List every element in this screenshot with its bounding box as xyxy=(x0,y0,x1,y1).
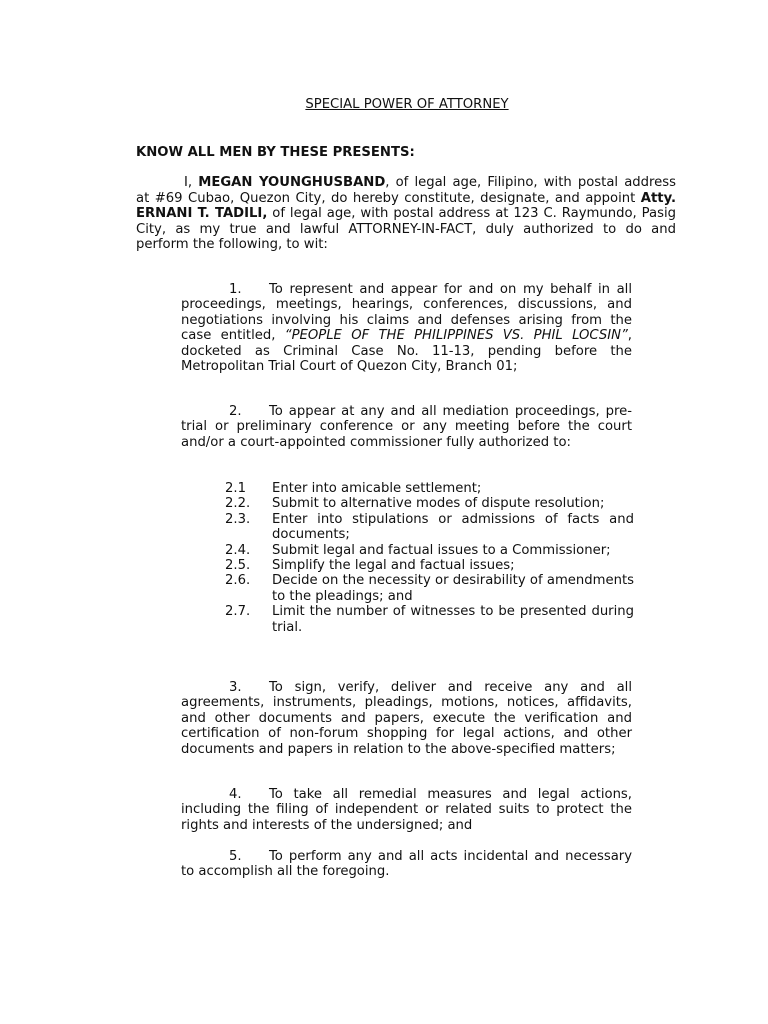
clause-number: 4. xyxy=(229,787,242,802)
clause-2 xyxy=(181,404,632,450)
intro-text-start: I, xyxy=(184,175,199,190)
list-item xyxy=(225,512,634,543)
sub-item-number: 2.5. xyxy=(225,558,251,574)
list-item xyxy=(225,481,634,496)
sub-item-number: 2.3. xyxy=(225,511,251,527)
sub-item-text: Simplify the legal and factual issues; xyxy=(272,558,515,574)
list-item xyxy=(225,573,634,604)
attorney-name: Atty. ERNANI T. TADILI, xyxy=(136,190,676,222)
clause-number: 3. xyxy=(229,680,242,695)
sub-item-number: 2.6. xyxy=(225,573,251,589)
list-item xyxy=(225,496,634,511)
list-item xyxy=(225,604,634,635)
list-item xyxy=(225,558,634,573)
clause-4 xyxy=(181,787,632,833)
clause-text: To sign, verify, deliver and receive any and all agreements, instruments, pleadings, motions, notices, affidavits, and other documents and papers, execute the verification and certification of non-forum shopping for legal actions, and other documents and papers in relation to the above-specified matters; xyxy=(181,680,632,757)
sub-items-list xyxy=(225,481,634,635)
intro-text-middle: , of legal age, Filipino, with postal address at #69 Cubao, Quezon City, do hereby constitute, designate, and appoint xyxy=(136,175,677,206)
clause-text: To take all remedial measures and legal actions, including the filing of independent or related suits to protect the rights and interests of the undersigned; and xyxy=(181,787,632,833)
sub-item-text: Submit legal and factual issues to a Commissioner; xyxy=(272,542,611,558)
sub-item-number: 2.4. xyxy=(225,542,251,558)
clause-number: 2. xyxy=(229,404,242,419)
clause-text-end: , docketed as Criminal Case No. 11-13, pending before the Metropolitan Trial Court of Quezon City, Branch 01; xyxy=(181,328,632,375)
sub-item-text: Decide on the necessity or desirability of amendments to the pleadings; and xyxy=(272,573,634,604)
sub-item-number: 2.1 xyxy=(225,481,246,496)
list-item xyxy=(225,543,634,558)
clause-1 xyxy=(181,282,632,374)
sub-item-text: Enter into stipulations or admissions of facts and documents; xyxy=(272,511,634,543)
sub-item-number: 2.7. xyxy=(225,604,251,620)
clause-text: To appear at any and all mediation proceedings, pre-trial or preliminary conference or any meeting before the court and/or a court-appointed commissioner fully authorized to: xyxy=(181,404,632,450)
intro-text-end: of legal age, with postal address at 123 C. Raymundo, Pasig City, as my true and lawful ATTORNEY-IN-FACT, duly authorized to do and perform the following, to wit: xyxy=(136,206,677,253)
principal-name: MEGAN YOUNGHUSBAND xyxy=(198,175,386,190)
clause-text: To represent and appear for and on my behalf in all proceedings, meetings, hearings, conferences, discussions, and negotiations involving his claims and defenses arising from the case entitled, xyxy=(181,282,632,344)
intro-paragraph xyxy=(136,175,676,253)
sub-item-text: Enter into amicable settlement; xyxy=(272,481,482,496)
clause-number: 1. xyxy=(229,282,242,297)
clause-number: 5. xyxy=(229,849,242,864)
clause-5 xyxy=(181,849,632,880)
clause-3 xyxy=(181,680,632,757)
case-title: “PEOPLE OF THE PHILIPPINES VS. PHIL LOCSIN” xyxy=(284,328,628,344)
sub-item-text: Limit the number of witnesses to be presented during trial. xyxy=(272,604,634,635)
document-title: SPECIAL POWER OF ATTORNEY xyxy=(305,97,509,112)
preamble: KNOW ALL MEN BY THESE PRESENTS: xyxy=(136,145,415,160)
sub-item-number: 2.2. xyxy=(225,496,251,512)
sub-item-text: Submit to alternative modes of dispute resolution; xyxy=(272,496,605,512)
clause-text: To perform any and all acts incidental and necessary to accomplish all the foregoing. xyxy=(181,849,632,880)
